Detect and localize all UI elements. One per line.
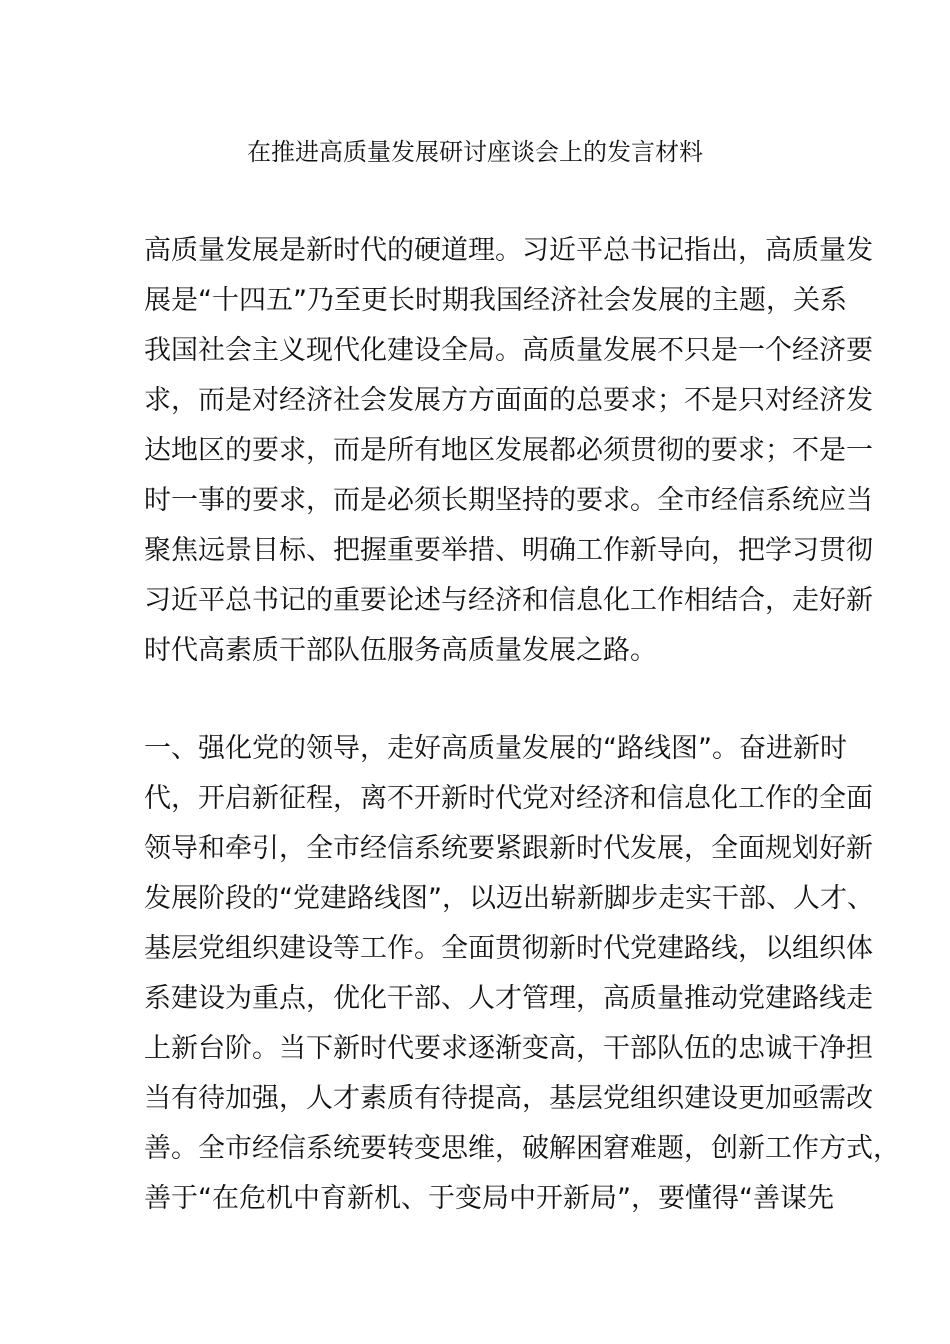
paragraph-line: 系建设为重点，优化干部、人才管理，高质量推动党建路线走 (144, 983, 873, 1014)
paragraph-section-one (144, 724, 900, 1224)
paragraph-line: 达地区的要求，而是所有地区发展都必须贯彻的要求；不是一 (144, 435, 873, 466)
paragraph-line: 善。全市经信系统要转变思维，破解困窘难题，创新工作方式， (144, 1133, 900, 1164)
paragraph-line: 领导和牵引，全市经信系统要紧跟新时代发展，全面规划好新 (144, 833, 873, 864)
paragraph-line: 高质量发展是新时代的硬道理。习近平总书记指出，高质量发 (144, 235, 873, 266)
paragraph-line: 代，开启新征程，离不开新时代党对经济和信息化工作的全面 (144, 783, 873, 814)
paragraph-line: 求，而是对经济社会发展方方面面的总要求；不是只对经济发 (144, 385, 873, 416)
paragraph-line: 聚焦远景目标、把握重要举措、明确工作新导向，把学习贯彻 (144, 535, 873, 566)
paragraph-line: 一、强化党的领导，走好高质量发展的“路线图”。奋进新时 (144, 733, 847, 764)
paragraph-line: 我国社会主义现代化建设全局。高质量发展不只是一个经济要 (144, 335, 873, 366)
paragraph-intro (144, 226, 873, 676)
paragraph-line: 发展阶段的“党建路线图”，以迈出崭新脚步走实干部、人才、 (144, 883, 874, 914)
document-title: 在推进高质量发展研讨座谈会上的发言材料 (247, 138, 703, 166)
paragraph-line: 上新台阶。当下新时代要求逐渐变高，干部队伍的忠诚干净担 (144, 1033, 873, 1064)
paragraph-line: 习近平总书记的重要论述与经济和信息化工作相结合，走好新 (144, 585, 873, 616)
paragraph-line: 当有待加强，人才素质有待提高，基层党组织建设更加亟需改 (144, 1083, 873, 1114)
paragraph-line: 善于“在危机中育新机、于变局中开新局”，要懂得“善谋先 (144, 1183, 834, 1214)
paragraph-line: 展是“十四五”乃至更长时期我国经济社会发展的主题，关系 (144, 285, 847, 316)
paragraph-line: 时一事的要求，而是必须长期坚持的要求。全市经信系统应当 (144, 485, 873, 516)
paragraph-line: 基层党组织建设等工作。全面贯彻新时代党建路线，以组织体 (144, 933, 873, 964)
paragraph-line: 时代高素质干部队伍服务高质量发展之路。 (144, 635, 657, 666)
